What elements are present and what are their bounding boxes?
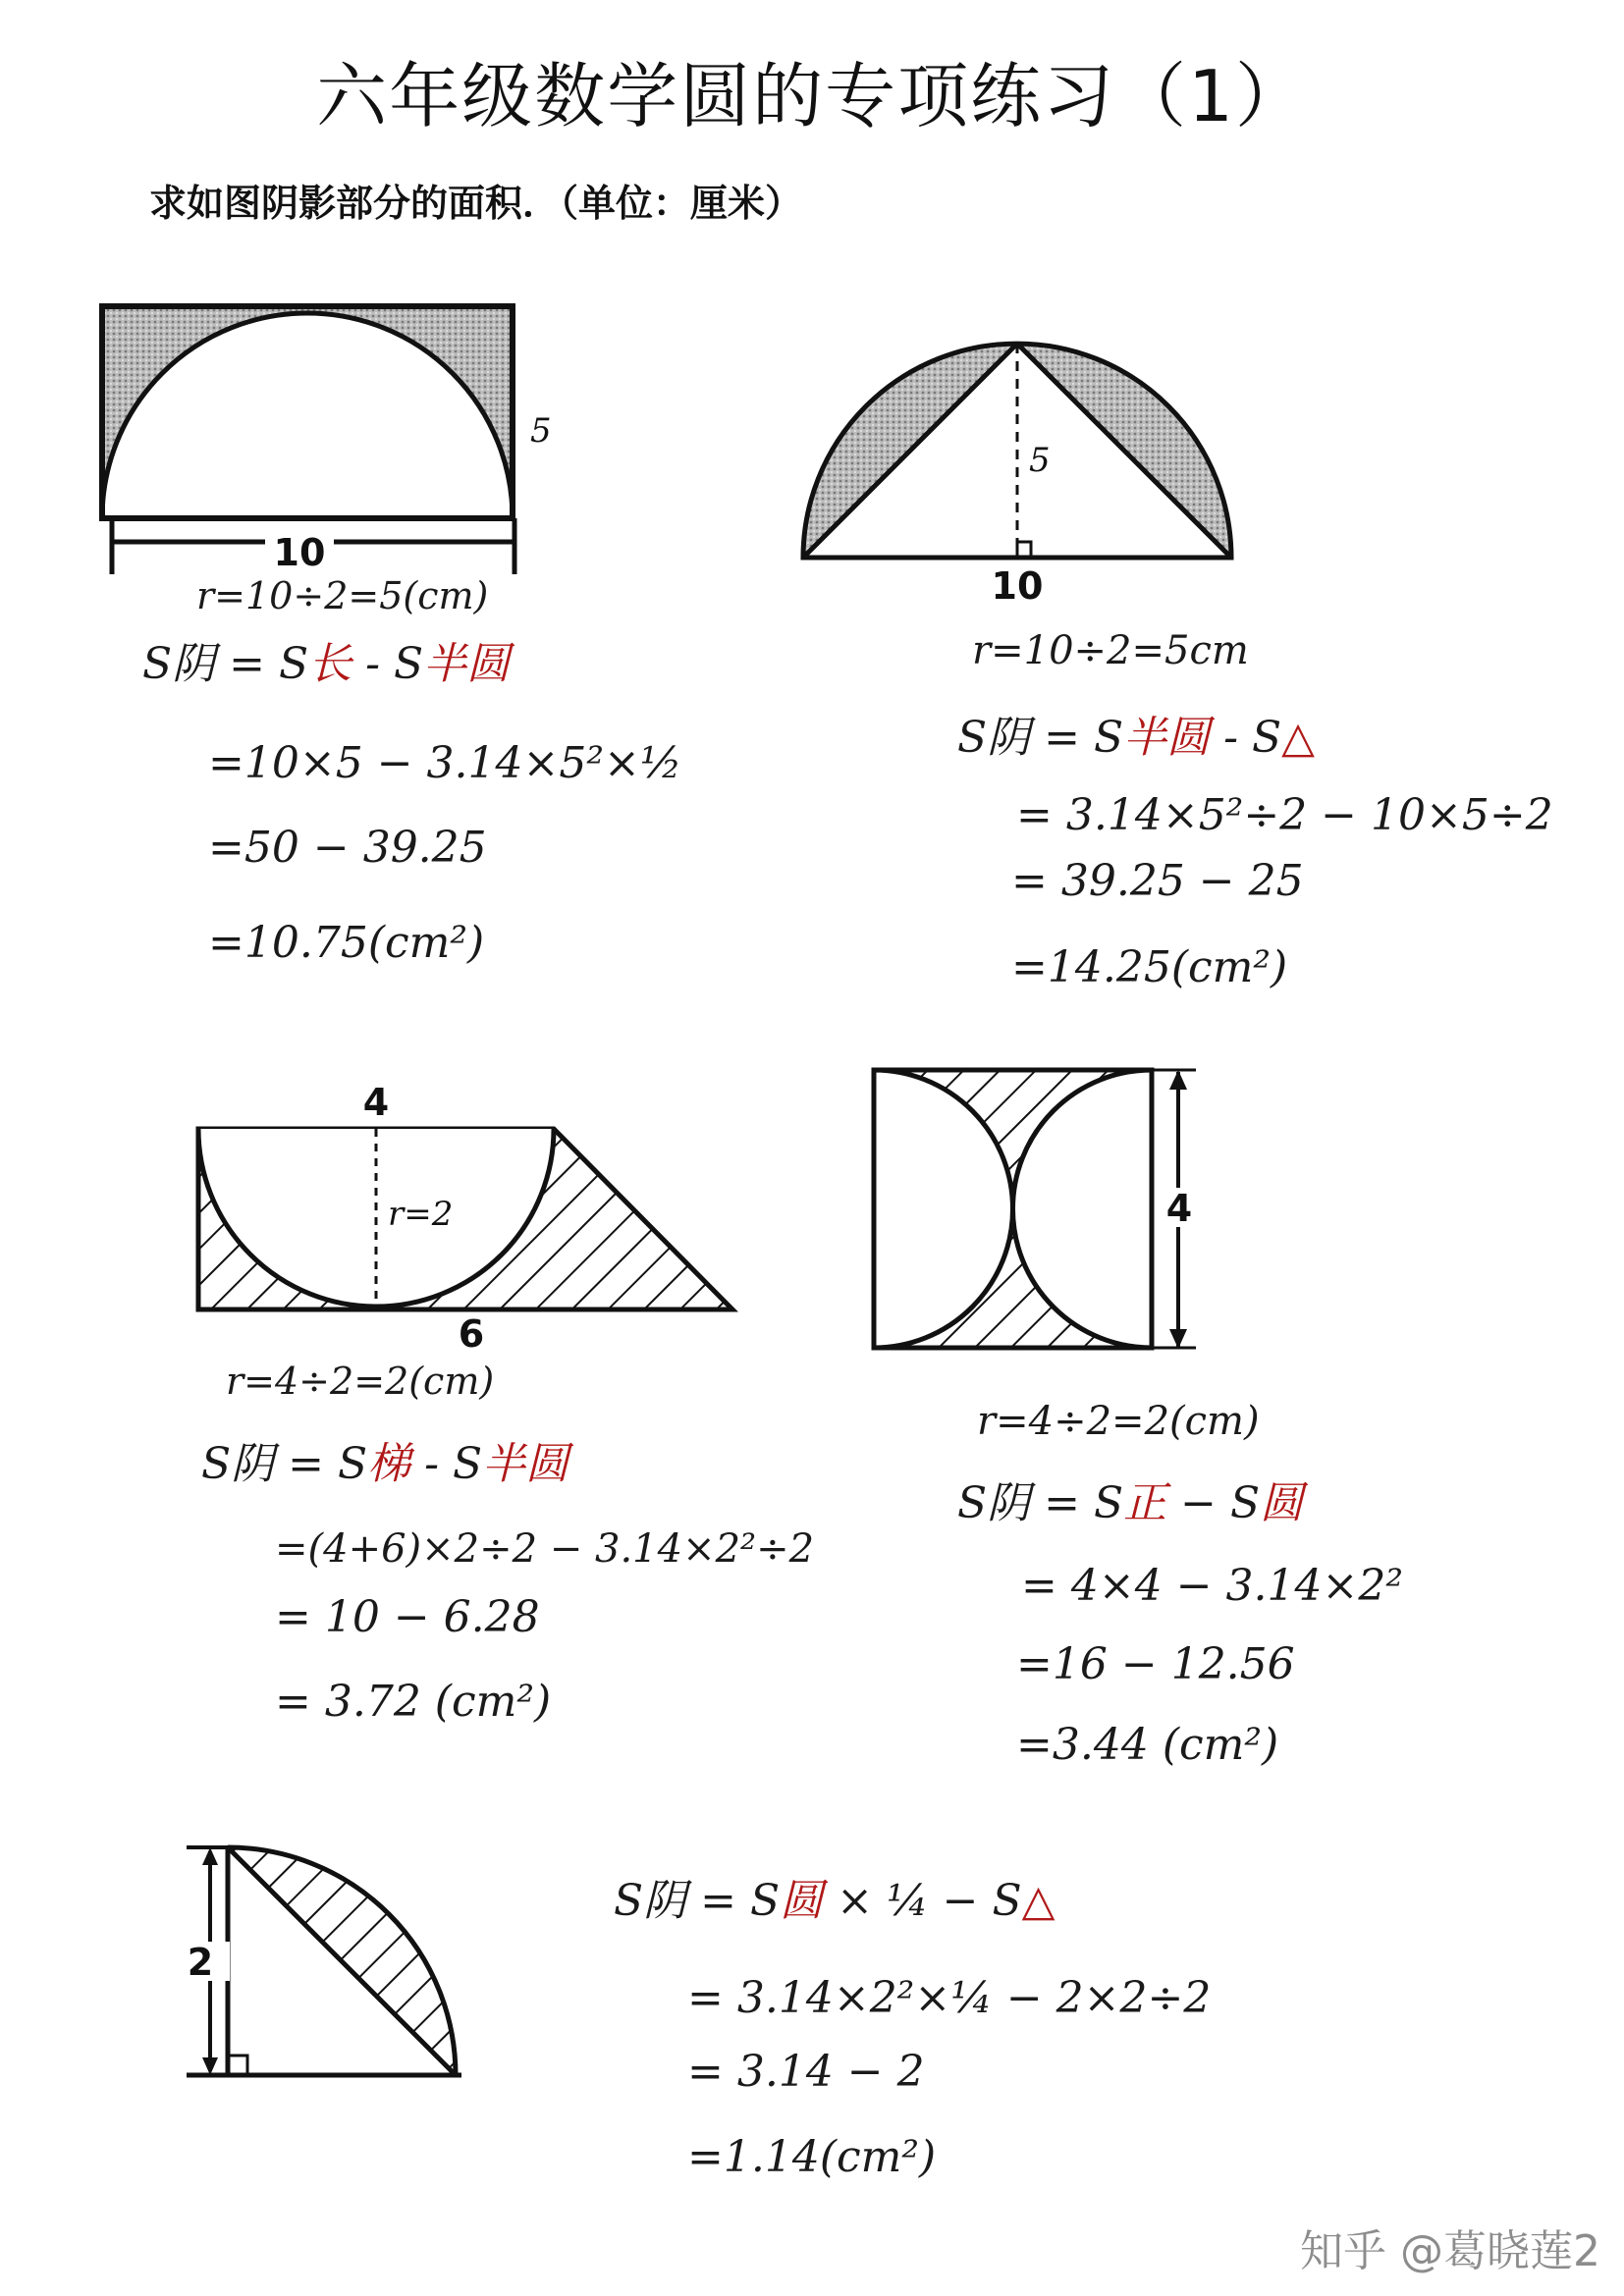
figure-4 [864,1060,1218,1355]
figure-1-label-width: 10 [273,531,326,574]
figure-3-label-top: 4 [362,1081,390,1124]
figure-3 [187,1080,756,1356]
problem-2-formula: S阴 = S半圆 - S△ [957,713,1315,763]
figure-3-label-radius: r=2 [388,1195,454,1234]
problem-4-step-1: = 4×4 − 3.14×2² [1021,1561,1404,1611]
problem-3-step-3: = 3.72 (cm²) [275,1677,552,1727]
problem-2-step-1: = 3.14×5²÷2 − 10×5÷2 [1016,790,1553,840]
figure-5-label-radius: 2 [187,1941,214,1984]
problem-1-step-2: =50 − 39.25 [208,823,487,873]
problem-4-radius: r=4÷2=2(cm) [977,1399,1260,1444]
problem-3-radius: r=4÷2=2(cm) [226,1360,495,1403]
problem-1-step-3: =10.75(cm²) [208,918,485,968]
problem-4-step-2: =16 − 12.56 [1016,1639,1295,1689]
instruction: 求如图阴影部分的面积．（单位：厘米） [149,182,803,225]
problem-3-step-2: = 10 − 6.28 [275,1592,540,1642]
problem-5-step-1: = 3.14×2²×¼ − 2×2÷2 [687,1973,1212,2023]
problem-3-formula: S阴 = S梯 - S半圆 [201,1439,569,1489]
watermark: 知乎 @葛晓莲2 [1300,2226,1600,2276]
problem-5-step-3: =1.14(cm²) [687,2132,937,2182]
problem-3-step-1: =(4+6)×2÷2 − 3.14×2²÷2 [275,1526,815,1572]
problem-2-step-3: =14.25(cm²) [1011,942,1288,992]
problem-5-formula: S阴 = S圆 × ¼ − S△ [614,1876,1056,1926]
problem-2-radius: r=10÷2=5cm [972,628,1249,673]
problem-1-step-1: =10×5 − 3.14×5²×½ [208,738,682,788]
page-title: 六年级数学圆的专项练习（1） [316,55,1308,137]
figure-1 [88,285,579,599]
figure-2-label-height: 5 [1029,441,1051,480]
figure-2-label-base: 10 [991,564,1044,608]
figure-1-label-height: 5 [530,411,552,451]
problem-4-step-3: =3.44 (cm²) [1016,1720,1279,1770]
figure-2 [785,314,1257,628]
figure-5 [177,1834,491,2099]
figure-1-shaded-region [102,306,513,518]
problem-5-step-2: = 3.14 − 2 [687,2047,925,2097]
problem-1-formula: S阴 = S长 - S半圆 [142,639,511,689]
problem-1-radius: r=10÷2=5(cm) [196,574,489,617]
figure-4-label-side: 4 [1165,1187,1193,1230]
problem-4-formula: S阴 = S正 − S圆 [957,1478,1304,1528]
figure-3-label-bottom: 6 [458,1312,485,1356]
problem-2-step-2: = 39.25 − 25 [1011,856,1304,906]
